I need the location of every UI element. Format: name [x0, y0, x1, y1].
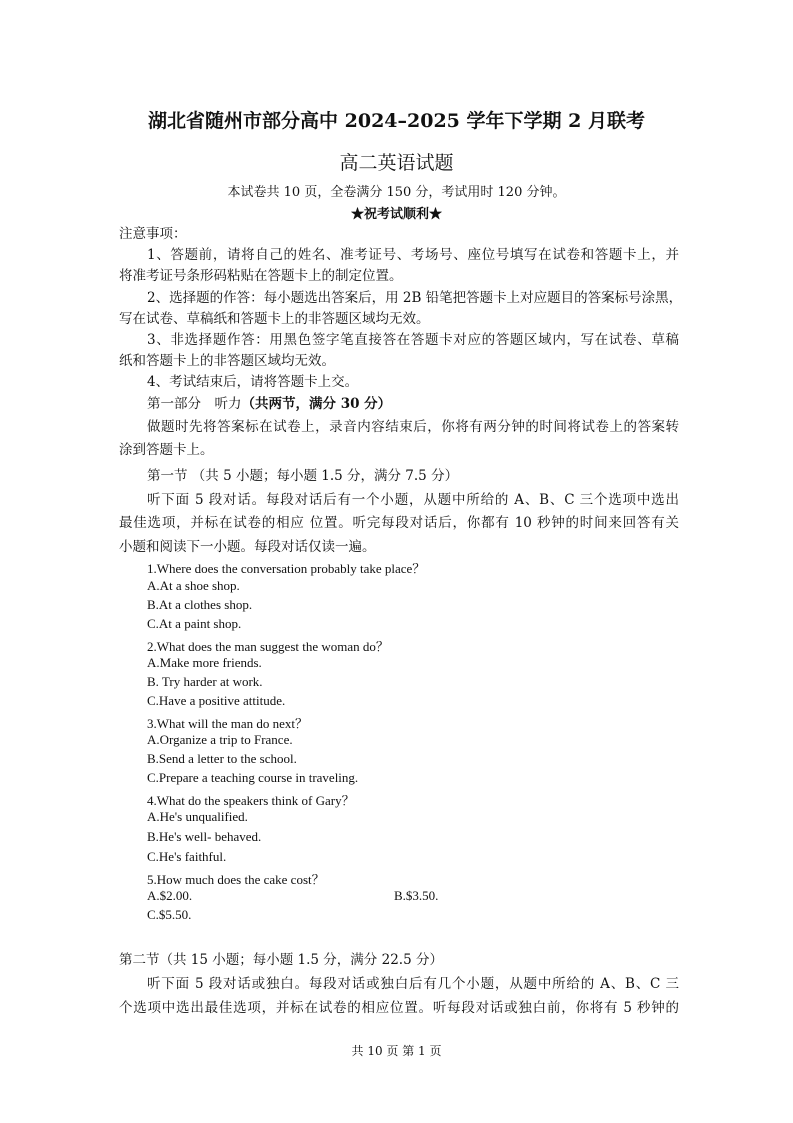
question-2: 2.What does the man suggest the woman do？: [147, 639, 389, 654]
notice-heading: 注意事项：: [119, 226, 187, 242]
question-2-option-b: B. Try harder at work.: [147, 674, 263, 689]
question-1: 1.Where does the conversation probably take place？: [147, 561, 426, 576]
page-footer: 共 10 页 第 1 页: [351, 1044, 442, 1058]
question-4: 4.What do the speakers think of Gary？: [147, 793, 355, 808]
notice-item-1: 1、答题前，请将自己的姓名、准考证号、考场号、座位号填写在试卷和答题卡上，并: [147, 247, 679, 263]
exam-title: 湖北省随州市部分高中 2024–2025 学年下学期 2 月联考: [148, 110, 645, 132]
section2-heading: 第二节（共 15 小题；每小题 1.5 分，满分 22.5 分）: [119, 952, 443, 968]
question-4-option-a: A.He's unqualified.: [147, 809, 248, 824]
question-4-option-b: B.He's well- behaved.: [147, 829, 262, 844]
question-2-option-a: A.Make more friends.: [147, 655, 262, 670]
question-5: 5.How much does the cake cost？: [147, 872, 325, 887]
question-3-option-c: C.Prepare a teaching course in traveling.: [147, 770, 359, 785]
section2-instructions-cont: 个选项中选出最佳选项，并标在试卷的相应位置。听每段对话或独白前，你将有 5 秒钟的: [119, 1000, 679, 1016]
question-4-option-c: C.He's faithful.: [147, 849, 227, 864]
notice-item-1-cont: 将准考证号条形码粘贴在答题卡上的制定位置。: [119, 268, 403, 284]
question-3-option-b: B.Send a letter to the school.: [147, 751, 297, 766]
part1-instructions: 做题时先将答案标在试卷上，录音内容结束后，你将有两分钟的时间将试卷上的答案转: [147, 419, 679, 435]
notice-item-4: 4、考试结束后，请将答题卡上交。: [147, 374, 359, 390]
question-3-option-a: A.Organize a trip to France.: [147, 732, 293, 747]
notice-item-2-cont: 写在试卷、草稿纸和答题卡上的非答题区域均无效。: [119, 311, 430, 327]
question-1-option-a: A.At a shoe shop.: [147, 578, 240, 593]
notice-item-2: 2、选择题的作答：每小题选出答案后，用 2B 铅笔把答题卡上对应题目的答案标号涂黑，: [147, 290, 683, 306]
exam-subject-title: 高二英语试题: [339, 152, 454, 174]
question-3: 3.What will the man do next？: [147, 716, 309, 731]
exam-info: 本试卷共 10 页，全卷满分 150 分，考试用时 120 分钟。: [227, 185, 566, 200]
section1-instructions: 听下面 5 段对话。每段对话后有一个小题，从题中所给的 A、B、C 三个选项中选出: [147, 492, 679, 508]
part1-score: （共两节，满分 30 分）: [241, 396, 392, 412]
question-2-option-c: C.Have a positive attitude.: [147, 693, 286, 708]
notice-item-3-cont: 纸和答题卡上的非答题区域均无效。: [119, 353, 335, 369]
question-5-option-a: A.$2.00.: [147, 888, 193, 903]
part1-instructions-cont: 涂到答题卡上。: [119, 442, 214, 458]
section1-heading: 第一节 （共 5 小题；每小题 1.5 分，满分 7.5 分）: [147, 468, 459, 484]
question-5-option-b: B.$3.50.: [394, 888, 439, 903]
section2-instructions: 听下面 5 段对话或独白。每段对话或独白后有几个小题，从题中所给的 A、B、C 三: [147, 976, 679, 992]
section1-instructions-cont: 最佳选项，并标在试卷的相应 位置。听完每段对话后，你都有 10 秒钟的时间来回答有关: [119, 515, 679, 531]
question-5-option-c: C.$5.50.: [147, 907, 192, 922]
exam-wish: ★祝考试顺利★: [350, 207, 442, 222]
notice-item-3: 3、非选择题作答：用黑色签字笔直接答在答题卡对应的答题区域内，写在试卷、草稿: [147, 332, 679, 348]
part1-heading: [147, 392, 679, 412]
question-1-option-c: C.At a paint shop.: [147, 616, 242, 631]
section1-instructions-end: 小题和阅读下一小题。每段对话仅读一遍。: [119, 539, 376, 555]
question-1-option-b: B.At a clothes shop.: [147, 597, 253, 612]
part1-title: 第一部分 听力: [147, 396, 242, 412]
